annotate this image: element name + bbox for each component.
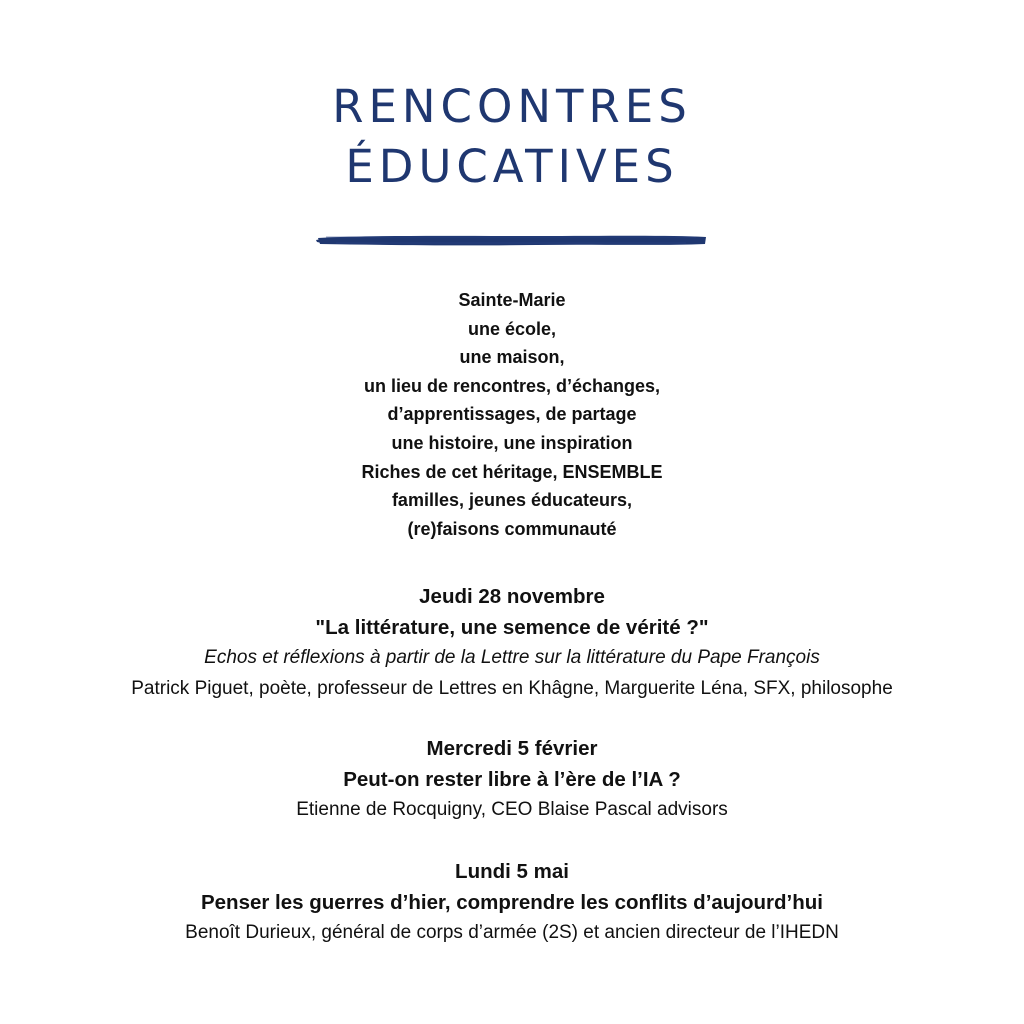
event-topic: Peut-on rester libre à l’ère de l’IA ? [343,767,681,791]
event-speakers: Benoît Durieux, général de corps d’armée (2S) et ancien directeur de l’IHEDN [185,922,839,943]
event-speakers: Etienne de Rocquigny, CEO Blaise Pascal advisors [296,799,728,820]
intro-line: Riches de cet héritage, ENSEMBLE [361,461,663,482]
intro-line: une histoire, une inspiration [391,432,633,453]
event-topic: "La littérature, une semence de vérité ?" [315,615,709,639]
intro-line: Sainte-Marie [458,290,566,310]
event-date: Lundi 5 mai [455,860,569,883]
brush-stroke-divider [316,232,708,250]
event-3 [0,857,1024,949]
intro-line: familles, jeunes éducateurs, [391,490,633,511]
event-date: Jeudi 28 novembre [419,585,605,608]
intro-line: une maison, [459,347,565,368]
intro-line: d’apprentissages, de partage [387,404,637,425]
event-topic: Penser les guerres d’hier, comprendre les conflits d’aujourd’hui [200,890,823,914]
event-date: Mercredi 5 février [426,737,598,760]
event-2 [0,734,1024,826]
intro-line: (re)faisons communauté [407,518,617,539]
title-line-2: ÉDUCATIVES [345,140,679,193]
event-1 [0,582,1024,704]
intro-line: une école, [467,318,557,339]
intro-line: un lieu de rencontres, d’échanges, [363,375,661,396]
intro-text [0,286,1024,543]
title-line-1: RENCONTRES [332,80,692,133]
event-speakers: Patrick Piguet, poète, professeur de Lettres en Khâgne, Marguerite Léna, SFX, philosophe [131,677,893,699]
event-subtitle: Echos et réflexions à partir de la Lettre sur la littérature du Pape François [204,647,820,668]
